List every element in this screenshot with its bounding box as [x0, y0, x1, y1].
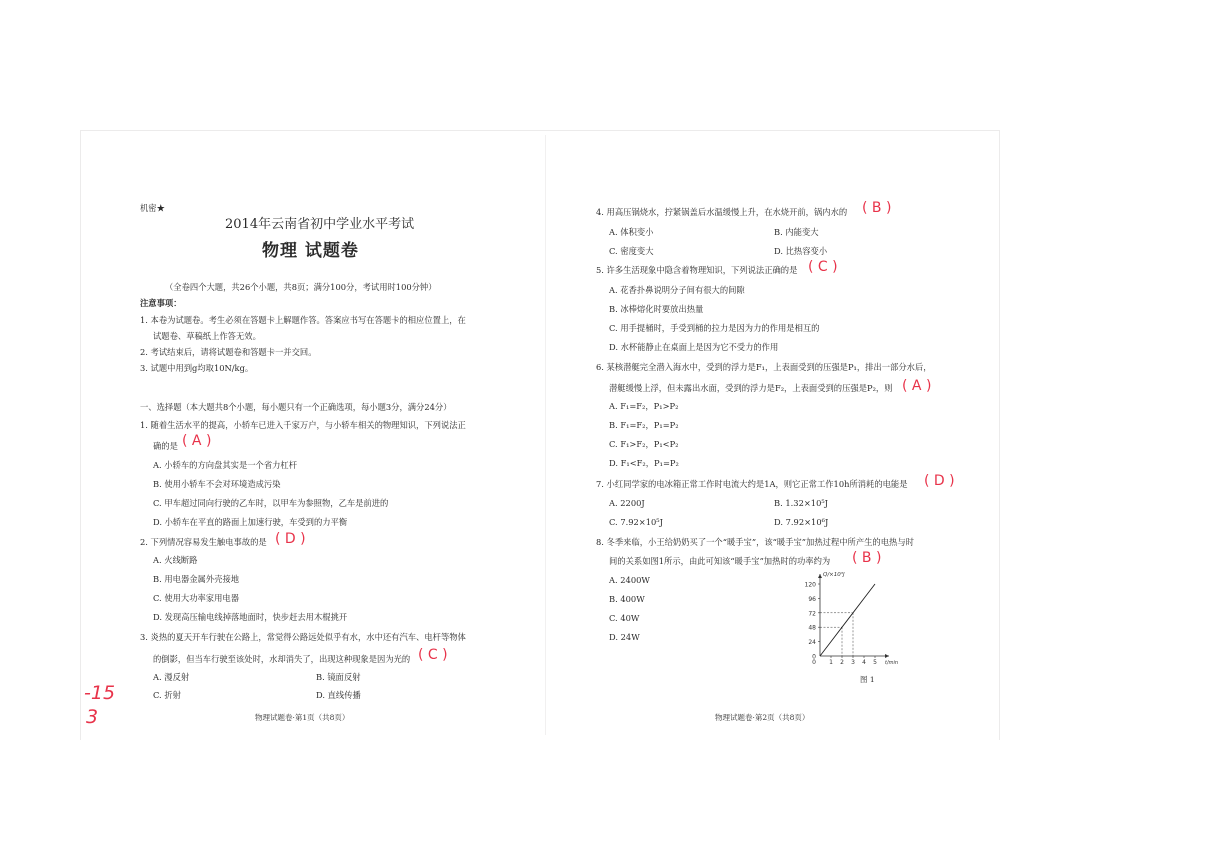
exam-info: （全卷四个大题，共26个小题，共8页；满分100分，考试用时100分钟） — [165, 282, 437, 292]
note-1: 1. 本卷为试题卷。考生必须在答题卡上解题作答。答案应书写在答题卡的相应位置上，在 — [140, 315, 466, 325]
exam-title: 2014年云南省初中学业水平考试 — [225, 217, 415, 232]
question-7-stem: 7. 小红同学家的电冰箱正常工作时电流大约是1A，则它正常工作10h所消耗的电能是 — [596, 479, 908, 489]
question-6-option-b: B. F₁=F₂，P₁=P₂ — [609, 420, 679, 430]
question-5-option-b: B. 冰棒熔化时要放出热量 — [609, 304, 704, 314]
question-4-option-a: A. 体积变小 — [609, 227, 654, 237]
margin-mark: 3 — [86, 706, 99, 728]
question-8-stem-cont: 间的关系如图1所示，由此可知该“暖手宝”加热时的功率约为 — [609, 556, 831, 566]
question-6-option-d: D. F₁<F₂，P₁=P₂ — [609, 458, 679, 468]
question-3-option-b: B. 镜面反射 — [316, 672, 361, 682]
question-2-answer: ( D ) — [275, 531, 306, 547]
series-line — [820, 584, 875, 656]
question-5-option-a: A. 花香扑鼻说明分子间有很大的间隙 — [609, 285, 745, 295]
question-6-stem-cont: 潜艇缓慢上浮，但未露出水面，受到的浮力是F₂，上表面受到的压强是P₂，则 — [609, 383, 893, 393]
question-1-option-a: A. 小轿车的方向盘其实是一个省力杠杆 — [153, 460, 298, 470]
x-tick-label: 1 — [829, 659, 833, 666]
y-tick-label: 120 — [804, 581, 816, 589]
exam-page-2 — [560, 0, 1229, 851]
question-1-stem: 1. 随着生活水平的提高，小轿车已进入千家万户，与小轿车相关的物理知识，下列说法正 — [140, 420, 466, 430]
question-8-option-b: B. 400W — [609, 594, 645, 604]
page-1-footer: 物理试题卷·第1页（共8页） — [255, 713, 350, 722]
question-1-option-d: D. 小轿车在平直的路面上加速行驶，车受到的力平衡 — [153, 517, 348, 527]
question-6-option-c: C. F₁>F₂，P₁<P₂ — [609, 439, 679, 449]
question-8-stem: 8. 冬季来临，小王给奶奶买了一个“暖手宝”，该“暖手宝”加热过程中所产生的电热与时 — [596, 537, 914, 547]
question-2-stem: 2. 下列情况容易发生触电事故的是 — [140, 537, 267, 547]
figure-1-chart — [798, 568, 918, 668]
question-6-answer: ( A ) — [902, 378, 932, 394]
secret-label: 机密★ — [140, 203, 165, 213]
origin-label: 0 — [812, 659, 816, 666]
question-3-option-d: D. 直线传播 — [316, 690, 361, 700]
y-axis-arrow — [818, 574, 822, 578]
question-2-option-a: A. 火线断路 — [153, 555, 198, 565]
x-tick-label: 3 — [851, 659, 855, 666]
exam-page-1 — [0, 0, 560, 851]
x-axis-label: t/min — [885, 660, 899, 666]
question-1-option-c: C. 甲车超过同向行驶的乙车时，以甲车为参照物，乙车是前进的 — [153, 498, 389, 508]
question-4-answer: ( B ) — [862, 200, 892, 216]
section-heading: 一、选择题（本大题共8个小题，每小题只有一个正确选项，每小题3分，满分24分） — [140, 402, 452, 412]
y-tick-label: 24 — [808, 639, 816, 647]
y-tick-label: 96 — [808, 595, 816, 603]
question-7-option-a: A. 2200J — [609, 498, 645, 508]
note-1-cont: 试题卷、草稿纸上作答无效。 — [153, 331, 261, 341]
question-8-option-a: A. 2400W — [609, 575, 650, 585]
question-8-option-c: C. 40W — [609, 613, 640, 623]
question-4-option-d: D. 比热容变小 — [774, 246, 828, 256]
question-6-stem: 6. 某核潜艇完全潜入海水中，受到的浮力是F₁，上表面受到的压强是P₁，排出一部分水后， — [596, 362, 932, 372]
y-tick-label: 48 — [808, 624, 816, 632]
question-7-option-b: B. 1.32×10⁵J — [774, 498, 829, 508]
x-tick-label: 5 — [873, 659, 877, 666]
question-3-stem: 3. 炎热的夏天开车行驶在公路上，常觉得公路远处似乎有水，水中还有汽车、电杆等物体 — [140, 632, 466, 642]
question-1-option-b: B. 使用小轿车不会对环境造成污染 — [153, 479, 281, 489]
question-4-option-b: B. 内能变大 — [774, 227, 819, 237]
y-axis-label: Q/×10³J — [823, 572, 845, 578]
question-4-stem: 4. 用高压锅烧水，拧紧锅盖后水温缓慢上升，在水烧开前，锅内水的 — [596, 207, 848, 217]
x-axis-arrow — [885, 654, 889, 658]
x-tick-label: 2 — [840, 659, 844, 666]
page-2-footer: 物理试题卷·第2页（共8页） — [715, 713, 810, 722]
question-8-option-d: D. 24W — [609, 632, 640, 642]
question-4-option-c: C. 密度变大 — [609, 246, 654, 256]
question-3-option-c: C. 折射 — [153, 690, 181, 700]
question-8-answer: ( B ) — [852, 550, 882, 566]
question-2-option-b: B. 用电器金属外壳接地 — [153, 574, 240, 584]
question-5-stem: 5. 许多生活现象中隐含着物理知识，下列说法正确的是 — [596, 265, 798, 275]
margin-score: -15 — [84, 682, 116, 704]
note-2: 2. 考试结束后，请将试题卷和答题卡一并交回。 — [140, 347, 317, 357]
question-5-answer: ( C ) — [808, 259, 838, 275]
question-3-option-a: A. 漫反射 — [153, 672, 190, 682]
question-6-option-a: A. F₁=F₂，P₁>P₂ — [609, 401, 679, 411]
question-2-option-d: D. 发现高压输电线掉落地面时，快步赶去用木棍挑开 — [153, 612, 348, 622]
question-1-answer: ( A ) — [182, 433, 212, 449]
notes-heading: 注意事项： — [140, 298, 182, 308]
question-5-option-d: D. 水杯能静止在桌面上是因为它不受力的作用 — [609, 342, 779, 352]
note-3: 3. 试题中用到g均取10N/kg。 — [140, 363, 254, 373]
figure-1-caption: 图 1 — [860, 675, 875, 684]
y-tick-label: 0 — [812, 653, 816, 661]
question-7-answer: ( D ) — [924, 473, 955, 489]
question-2-option-c: C. 使用大功率家用电器 — [153, 593, 239, 603]
y-tick-label: 72 — [808, 610, 816, 618]
question-5-option-c: C. 用手提桶时，手受到桶的拉力是因为力的作用是相互的 — [609, 323, 820, 333]
question-3-answer: ( C ) — [418, 647, 448, 663]
question-7-option-d: D. 7.92×10⁶J — [774, 517, 829, 527]
subject-title: 物理 试题卷 — [262, 241, 359, 261]
x-tick-label: 4 — [862, 659, 866, 666]
question-1-stem-cont: 确的是 — [153, 441, 178, 451]
question-7-option-c: C. 7.92×10⁵J — [609, 517, 663, 527]
question-3-stem-cont: 的倒影，但当车行驶至该处时，水却消失了，出现这种现象是因为光的 — [153, 654, 411, 664]
